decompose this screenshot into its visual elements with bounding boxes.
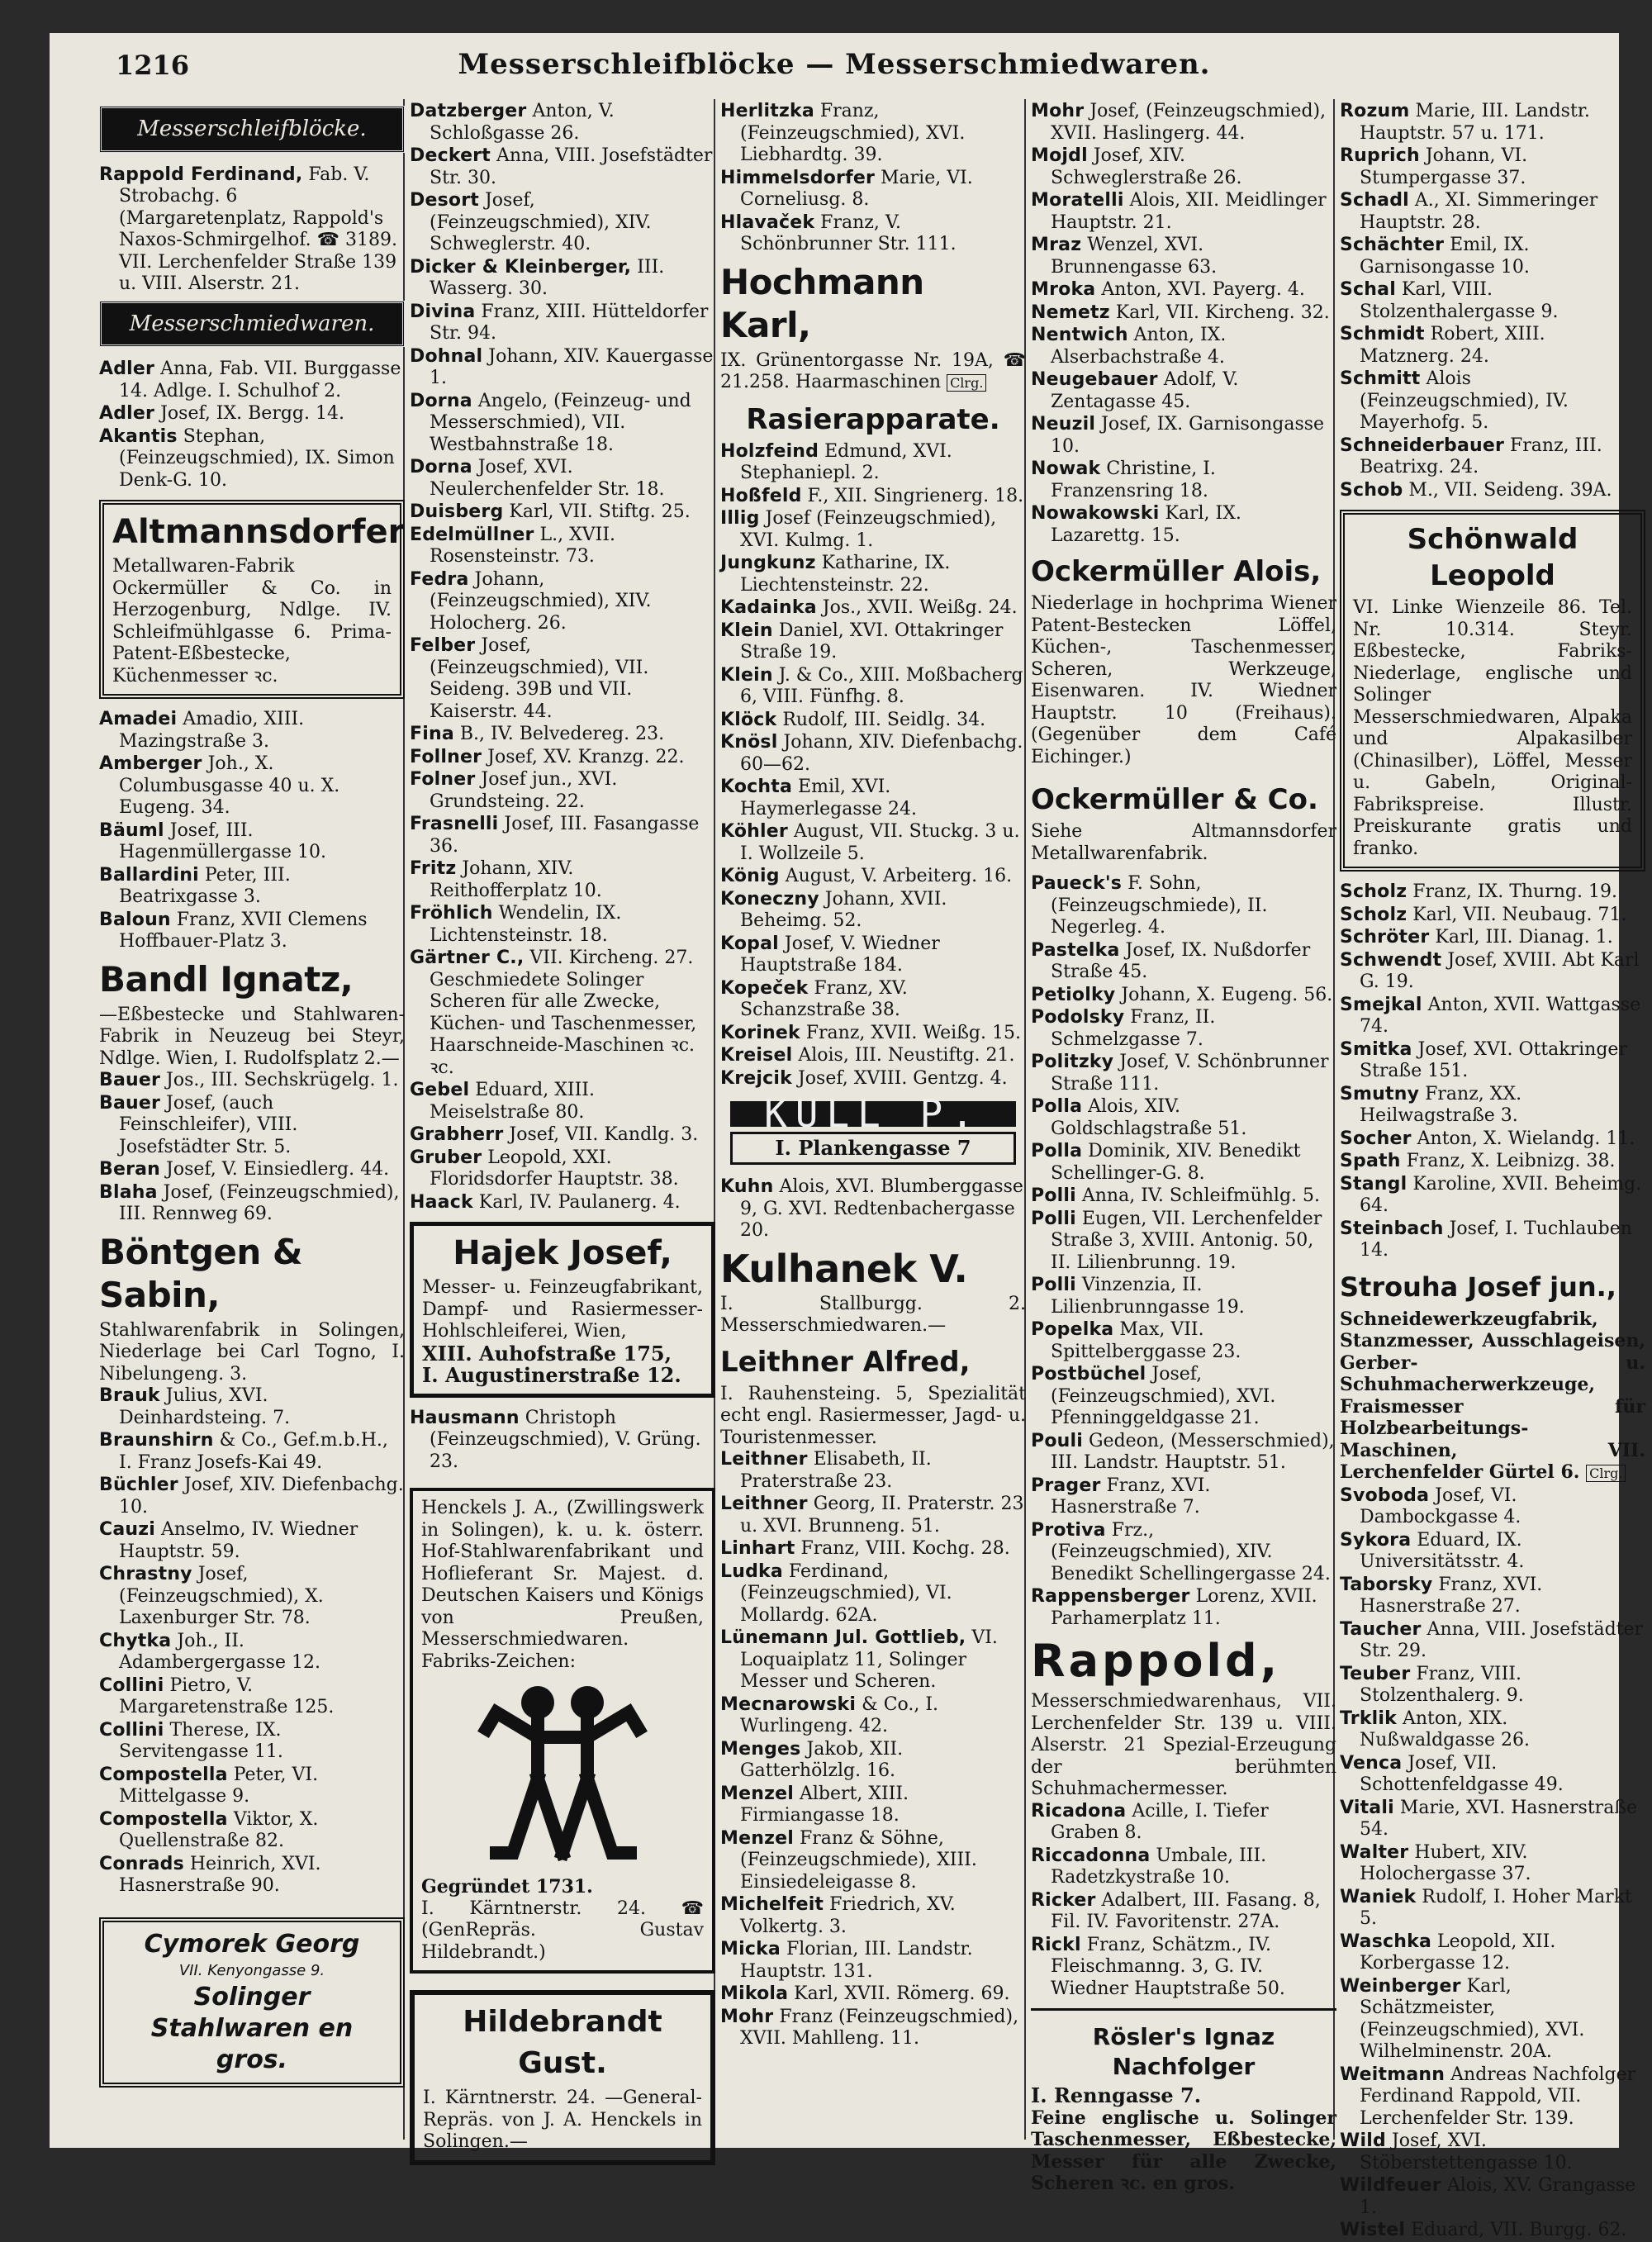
- list-item: Chrastny Josef, (Feinzeugschmied), X. Laxenburger Str. 78.: [99, 1564, 324, 1628]
- list-item: Conrads Heinrich, XVI. Hasnerstraße 90.: [99, 1853, 321, 1896]
- list-item: Blaha Josef, (Feinzeugschmied), III. Rennweg 69.: [99, 1181, 400, 1224]
- list-item: Fedra Johann, (Feinzeugschmied), XIV. Holocherg. 26.: [410, 568, 652, 634]
- list-item: Smutny Franz, XX. Heilwagstraße 3.: [1340, 1083, 1522, 1126]
- list-item: Brauk Julius, XVI. Deinhardsteing. 7.: [99, 1385, 291, 1428]
- list-item: Nowakowski Karl, IX. Lazarettg. 15.: [1031, 503, 1241, 546]
- ad-text: Henckels J. A., (Zwillingswerk in Solingen), k. u. k. österr. Hof-Stahlwarenfabrikant und Hoflieferant Sr. Majest. d. Deutschen Kaisers und Königs von Preußen, Messerschmiedwaren.: [421, 1498, 704, 1650]
- list-item: Schwendt Josef, XVIII. Abt Karl G. 19.: [1340, 949, 1640, 992]
- list-item: Fröhlich Wendelin, IX. Lichtensteinstr. 18.: [410, 903, 622, 946]
- ad-title: Böntgen & Sabin,: [99, 1231, 303, 1315]
- list-item: Ludka Ferdinand, (Feinzeugschmied), VI. Mollardg. 62A.: [720, 1560, 952, 1626]
- list-item: Rappold Ferdinand, Fab. V. Strobachg. 6 (Margaretenplatz, Rappold's Naxos-Schmirgelhof. ☎ 3189. VII. Lerchenfelder Straße 139 u. VIII. Alserstr. 21.: [99, 164, 397, 294]
- ad-text: Niederlage in hochprima Wiener Patent-Bestecken Löffel, Küchen-, Taschenmesser, Scheren, Werkzeuge, Eisenwaren. IV. Wiedner Hauptstr. 10 (Freihaus). (Gegenüber dem Café Eichinger.): [1031, 593, 1336, 767]
- ad-text: —Eßbestecke und Stahlwaren-Fabrik in Neuzeug bei Steyr, Ndlge. Wien, I. Rudolfsplatz 2.—: [99, 1004, 405, 1069]
- list-item: Petiolky Johann, X. Eugeng. 56.: [1031, 984, 1333, 1005]
- list-item: Paueck's F. Sohn, (Feinzeugschmiede), II. Negerleg. 4.: [1031, 873, 1268, 938]
- column-2: [410, 101, 715, 2152]
- list-item: Linhart Franz, VIII. Kochg. 28.: [720, 1538, 1010, 1559]
- list-item: Haack Karl, IV. Paulanerg. 4.: [410, 1191, 681, 1213]
- ad-hajek: [410, 1222, 715, 1398]
- list-item: König August, V. Arbeiterg. 16.: [720, 866, 1013, 886]
- list-item: Duisberg Karl, VII. Stiftg. 25.: [410, 501, 691, 522]
- list-item: Köhler August, VII. Stuckg. 3 u. I. Wollzeile 5.: [720, 821, 1020, 864]
- ad-address: VII. Kenyongasse 9.: [178, 1961, 325, 1979]
- list-item: Taucher Anna, VIII. Josefstädter Str. 29.: [1340, 1618, 1644, 1661]
- list-item: Holzfeind Edmund, XVI. Stephaniepl. 2.: [720, 440, 952, 483]
- ad-text: VI. Linke Wienzeile 86. Tel. Nr. 10.314. Steyr. Eßbestecke, Fabriks-Niederlage, englische und Solinger Messerschmiedwaren, Alpaka und Alpakasilber (Chinasilber), Löffel, Messer u. Gabeln, Original-Fabrikspreise. Illustr. Preiskurante gratis und franko.: [1353, 597, 1632, 859]
- badge: Clrg.: [947, 374, 986, 392]
- list-item: Bauer Josef, (auch Feinschleifer), VIII. Josefstädter Str. 5.: [99, 1092, 298, 1157]
- section-heading-schleifbloecke: Messerschleifblöcke.: [99, 106, 405, 153]
- list-item: Collini Pietro, V. Margaretenstraße 125.: [99, 1674, 335, 1717]
- list-item: Mikola Karl, XVII. Römerg. 69.: [720, 1983, 1010, 2004]
- list-item: Fritz Johann, XIV. Reithofferplatz 10.: [410, 858, 602, 901]
- ad-altmannsdorfer: [99, 500, 405, 699]
- list-item: Schächter Emil, IX. Garnisongasse 10.: [1340, 235, 1530, 278]
- list-item: Nentwich Anton, IX. Alserbachstraße 4.: [1031, 325, 1227, 368]
- list-item: Schmidt Robert, XIII. Matznerg. 24.: [1340, 324, 1545, 367]
- list-item: Kopeček Franz, XV. Schanzstraße 38.: [720, 977, 908, 1020]
- list-item: Gruber Leopold, XXI. Floridsdorfer Hauptstr. 38.: [410, 1147, 679, 1190]
- badge: Clrg.: [1586, 1465, 1626, 1482]
- list-item: Baloun Franz, XVII Clemens Hoffbauer-Platz 3.: [99, 909, 368, 952]
- list-item: Venca Josef, VII. Schottenfeldgasse 49.: [1340, 1752, 1564, 1795]
- list-item: Teuber Franz, VIII. Stolzenthalerg. 9.: [1340, 1663, 1524, 1706]
- ad-subtitle: Rasierapparate.: [746, 402, 1000, 436]
- ad-title: Ockermüller Alois,: [1031, 555, 1322, 588]
- list-item: Himmelsdorfer Marie, VI. Corneliusg. 8.: [720, 167, 973, 210]
- list-item: Pastelka Josef, IX. Nußdorfer Straße 45.: [1031, 939, 1311, 982]
- ad-text: IX. Grünentorgasse Nr. 19A, ☎ 21.258. Haarmaschinen Clrg.: [720, 349, 1026, 392]
- ad-text: Stahlwarenfabrik in Solingen, Niederlage bei Carl Togno, I. Nibelungeng. 3.: [99, 1319, 405, 1385]
- ad-roesler: [1031, 2008, 1336, 2195]
- ad-kull: [730, 1091, 1016, 1165]
- list-item: Koneczny Johann, XVII. Beheimg. 52.: [720, 888, 947, 931]
- list-item: Polla Alois, XIV. Goldschlagstraße 51.: [1031, 1096, 1247, 1139]
- ad-logo: KULL P.: [730, 1101, 1016, 1127]
- list-item: Follner Josef, XV. Kranzg. 22.: [410, 746, 685, 767]
- ad-text: I. Rauhensteing. 5, Spezialität echt engl. Rasiermesser, Jagd- u. Touristenmesser.: [720, 1383, 1026, 1448]
- list-item: Beran Josef, V. Einsiedlerg. 44.: [99, 1159, 390, 1180]
- ad-address: I. Plankengasse 7: [730, 1132, 1016, 1166]
- list-item: Bäuml Josef, III. Hagenmüllergasse 10.: [99, 819, 326, 862]
- list-item: Micka Florian, III. Landstr. Hauptstr. 131.: [720, 1939, 973, 1982]
- list-item: Ricadona Acille, I. Tiefer Graben 8.: [1031, 1800, 1269, 1843]
- list-item: Spath Franz, X. Leibnizg. 38.: [1340, 1151, 1616, 1171]
- list-item: Stangl Karoline, XVII. Beheimg. 64.: [1340, 1173, 1642, 1216]
- list-item: Scholz Franz, IX. Thurng. 19.: [1340, 881, 1617, 902]
- list-item: Knösl Johann, XIV. Diefenbachg. 60—62.: [720, 732, 1023, 775]
- ad-title: Hajek Josef,: [453, 1234, 672, 1272]
- list-item: Kadainka Jos., XVII. Weißg. 24.: [720, 597, 1018, 618]
- list-item: Postbüchel Josef, (Feinzeugschmied), XVI. Pfenninggeldgasse 21.: [1031, 1364, 1276, 1428]
- list-item: Protiva Frz., (Feinzeugschmied), XIV. Benedikt Schellingergasse 24.: [1031, 1519, 1331, 1584]
- ad-text: I. Stallburgg. 2. Messerschmiedwaren.—: [720, 1293, 1026, 1336]
- list-item: Moratelli Alois, XII. Meidlinger Hauptstr. 21.: [1031, 190, 1327, 233]
- ad-text: Siehe Altmannsdorfer Metallwarenfabrik.: [1031, 821, 1336, 864]
- ad-title: Altmannsdorfer: [112, 513, 405, 551]
- ad-title: Ockermüller & Co.: [1031, 783, 1318, 816]
- list-item: Svoboda Josef, VI. Dambockgasse 4.: [1340, 1484, 1521, 1527]
- ad-title: Bandl Ignatz,: [99, 958, 354, 1000]
- ad-text: Feine englische u. Solinger Taschenmesser, Eßbestecke, Messer für alle Zwecke, Scheren ꝛc. en gros.: [1031, 2107, 1336, 2194]
- list-item: Datzberger Anton, V. Schloßgasse 26.: [410, 101, 615, 144]
- column-1: [99, 101, 405, 2141]
- directory-page: [50, 33, 1645, 2240]
- ad-title: Rappold,: [1031, 1635, 1281, 1687]
- list-item: Mraz Wenzel, XVI. Brunnengasse 63.: [1031, 235, 1218, 278]
- ad-text: Messerschmiedwarenhaus, VII. Lerchenfelder Str. 139 u. VIII. Alserstr. 21 Spezial-Erzeugung der berühmten Schuhmachermesser.: [1031, 1691, 1336, 1799]
- column-5: [1340, 101, 1645, 2240]
- list-item: Fina B., IV. Belvedereg. 23.: [410, 724, 665, 744]
- list-item: Weitmann Andreas Nachfolger Ferdinand Rappold, VII. Lerchenfelder Str. 139.: [1340, 2064, 1636, 2129]
- list-item: Kochta Emil, XVI. Haymerlegasse 24.: [720, 777, 917, 819]
- list-item: Socher Anton, X. Wielandg. 11.: [1340, 1128, 1635, 1149]
- list-item: Klöck Rudolf, III. Seidlg. 34.: [720, 709, 986, 730]
- ad-text: Solinger Stahlwaren en gros.: [150, 1983, 354, 2074]
- list-item: Compostella Peter, VI. Mittelgasse 9.: [99, 1764, 319, 1807]
- ad-title: Hochmann Karl,: [720, 261, 924, 345]
- list-item: Scholz Karl, VII. Neubaug. 71.: [1340, 904, 1627, 925]
- ad-address: I. Kärntnerstr. 24. ☎ (GenRepräs. Gustav Hildebrandt.): [421, 1898, 704, 1963]
- list-item: Schröter Karl, III. Dianag. 1.: [1340, 927, 1613, 948]
- ad-text: Metallwaren-Fabrik Ockermüller & Co. in Herzogenburg, Ndlge. IV. Schleifmühlgasse 6. Prima-Patent-Eßbestecke, Küchenmesser ꝛc.: [112, 556, 392, 686]
- list-item: Dohnal Johann, XIV. Kauergasse 1.: [410, 345, 714, 388]
- list-item: Krejcik Josef, XVIII. Gentzg. 4.: [720, 1067, 1008, 1089]
- list-item: Grabherr Josef, VII. Kandlg. 3.: [410, 1124, 699, 1145]
- list-item: Neuzil Josef, IX. Garnisongasse 10.: [1031, 414, 1325, 457]
- list-item: Michelfeit Friedrich, XV. Volkertg. 3.: [720, 1894, 956, 1937]
- list-item: Weinberger Karl, Schätzmeister, (Feinzeugschmied), XVI. Wilhelminenstr. 20A.: [1340, 1975, 1585, 2062]
- ad-founded: Gegründet 1731.: [421, 1876, 593, 1898]
- list-item: Hoßfeld F., XII. Singrienerg. 18.: [720, 485, 1024, 506]
- ad-text: I. Kärntnerstr. 24. —General-Repräs. von J. A. Henckels in Solingen.—: [423, 2088, 702, 2152]
- ad-text: Messer- u. Feinzeugfabrikant, Dampf- und Rasiermesser-Hohlschleiferei, Wien,: [422, 1277, 703, 1342]
- list-item: Leithner Georg, II. Praterstr. 23 u. XVI. Brunneng. 51.: [720, 1494, 1024, 1537]
- list-item: Taborsky Franz, XVI. Hasnerstraße 27.: [1340, 1574, 1543, 1617]
- twin-figures-logo-icon: [480, 1679, 645, 1869]
- list-item: Cauzi Anselmo, IV. Wiedner Hauptstr. 59.: [99, 1519, 358, 1562]
- list-item: Schmitt Alois (Feinzeugschmied), IV. Mayerhofg. 5.: [1340, 368, 1569, 433]
- list-item: Schob M., VII. Seideng. 39A.: [1340, 479, 1612, 501]
- list-item: Mroka Anton, XVI. Payerg. 4.: [1031, 279, 1305, 300]
- list-item: Divina Franz, XIII. Hütteldorfer Str. 94.: [410, 301, 709, 344]
- list-item: Vitali Marie, XVI. Hasnerstraße 54.: [1340, 1797, 1638, 1840]
- list-item: Jungkunz Katharine, IX. Liechtensteinstr. 22.: [720, 553, 951, 596]
- list-item: Smitka Josef, XVI. Ottakringer Straße 151.: [1340, 1038, 1627, 1081]
- list-item: Dorna Josef, XVI. Neulerchenfelder Str. 18.: [410, 457, 665, 500]
- ad-address: I. Renngasse 7.: [1031, 2083, 1202, 2107]
- page-number: 1216: [116, 50, 190, 81]
- ad-cymorek: [99, 1917, 405, 2088]
- ad-text: Schneidewerkzeugfabrik, Stanzmesser, Ausschlageisen, Gerber- u. Schuhmacherwerkzeuge, Fraismesser für Holzbearbeitungs-Maschinen, VII. Lerchenfelder Gürtel 6. Clrg.: [1340, 1308, 1645, 1483]
- list-item: Lünemann Jul. Gottlieb, VI. Loquaiplatz 11, Solinger Messer und Scheren.: [720, 1627, 998, 1692]
- list-item: Leithner Elisabeth, II. Praterstraße 23.: [720, 1449, 932, 1492]
- list-item: Hausmann Christoph (Feinzeugschmied), V. Grüng. 23.: [410, 1407, 701, 1472]
- list-item: Korinek Franz, XVII. Weißg. 15.: [720, 1022, 1021, 1043]
- list-item: Popelka Max, VII. Spittelberggasse 23.: [1031, 1319, 1241, 1362]
- list-item: Schadl A., XI. Simmeringer Hauptstr. 28.: [1340, 190, 1598, 233]
- list-item: Waniek Rudolf, I. Hoher Markt 5.: [1340, 1886, 1632, 1929]
- list-item: Schneiderbauer Franz, III. Beatrixg. 24.: [1340, 435, 1602, 477]
- ad-address: I. Augustinerstraße 12.: [422, 1363, 681, 1387]
- ad-title: Cymorek Georg: [144, 1929, 360, 1959]
- list-item: Gärtner C., VII. Kircheng. 27. Geschmiedete Solinger Scheren für alle Zwecke, Küchen- und Taschenmesser, Haarschneide-Maschinen ꝛc. ꝛc.: [410, 948, 697, 1078]
- list-item: Klein Daniel, XVI. Ottakringer Straße 19.: [720, 620, 1004, 663]
- list-item: Illig Josef (Feinzeugschmied), XVI. Kulmg. 1.: [720, 508, 997, 551]
- list-item: Mojdl Josef, XIV. Schweglerstraße 26.: [1031, 145, 1242, 188]
- list-item: Folner Josef jun., XVI. Grundsteing. 22.: [410, 769, 618, 812]
- list-item: Hlavaček Franz, V. Schönbrunner Str. 111.: [720, 211, 957, 254]
- ad-title: Leithner Alfred,: [720, 1345, 971, 1379]
- list-item: Wildfeuer Alois, XV. Grangasse 1.: [1340, 2175, 1636, 2218]
- list-item: Chytka Joh., II. Adambergergasse 12.: [99, 1630, 320, 1673]
- page-title: Messerschleifblöcke — Messerschmiedwaren.: [458, 48, 1211, 81]
- list-item: Dicker & Kleinberger, III. Wasserg. 30.: [410, 256, 665, 299]
- list-item: Mohr Josef, (Feinzeugschmied), XVII. Haslingerg. 44.: [1031, 101, 1327, 144]
- column-4: [1031, 101, 1336, 2194]
- list-item: Rozum Marie, III. Landstr. Hauptstr. 57 u. 171.: [1340, 101, 1590, 144]
- ad-title: Schönwald Leopold: [1407, 523, 1578, 592]
- list-item: Rappensberger Lorenz, XVII. Parhamerplatz 11.: [1031, 1586, 1317, 1629]
- list-item: Akantis Stephan, (Feinzeugschmied), IX. Simon Denk-G. 10.: [99, 425, 395, 491]
- list-item: Schal Karl, VIII. Stolzenthalergasse 9.: [1340, 279, 1559, 322]
- list-item: Smejkal Anton, XVII. Wattgasse 74.: [1340, 994, 1641, 1037]
- list-item: Podolsky Franz, II. Schmelzgasse 7.: [1031, 1007, 1216, 1050]
- list-item: Nowak Christine, I. Franzensring 18.: [1031, 458, 1216, 501]
- list-item: Menzel Franz & Söhne, (Feinzeugschmiede), XIII. Einsiedeleigasse 8.: [720, 1827, 977, 1893]
- list-item: Ballardini Peter, III. Beatrixgasse 3.: [99, 864, 291, 907]
- column-3: [720, 101, 1026, 2141]
- ad-title: Kulhanek V.: [720, 1246, 968, 1291]
- list-item: Dorna Angelo, (Feinzeug- und Messerschmied), VII. Westbahnstraße 18.: [410, 390, 691, 455]
- list-item: Polli Anna, IV. Schleifmühlg. 5.: [1031, 1185, 1321, 1206]
- list-item: Gebel Eduard, XIII. Meiselstraße 80.: [410, 1080, 595, 1123]
- list-item: Collini Therese, IX. Servitengasse 11.: [99, 1719, 283, 1762]
- list-item: Waschka Leopold, XII. Korbergasse 12.: [1340, 1931, 1556, 1974]
- list-item: Kuhn Alois, XVI. Blumberggasse 9, G. XVI. Redtenbachergasse 20.: [720, 1176, 1023, 1241]
- list-item: Kreisel Alois, III. Neustiftg. 21.: [720, 1045, 1015, 1066]
- ad-title: Strouha Josef jun.,: [1340, 1271, 1616, 1303]
- list-item: Mohr Franz (Feinzeugschmied), XVII. Mahlleng. 11.: [720, 2006, 1019, 2049]
- list-item: Menzel Albert, XIII. Firmiangasse 18.: [720, 1783, 909, 1826]
- ad-address: XIII. Auhofstraße 175,: [422, 1341, 672, 1366]
- list-item: Braunshirn & Co., Gef.m.b.H., I. Franz Josefs-Kai 49.: [99, 1430, 388, 1473]
- list-item: Amadei Amadio, XIII. Mazingstraße 3.: [99, 709, 305, 752]
- list-item: Deckert Anna, VIII. Josefstädter Str. 30.: [410, 145, 713, 188]
- ad-title: Hildebrandt Gust.: [463, 2005, 662, 2080]
- list-item: Adler Josef, IX. Bergg. 14.: [99, 403, 344, 424]
- list-item: Prager Franz, XVI. Hasnerstraße 7.: [1031, 1475, 1211, 1518]
- list-item: Herlitzka Franz, (Feinzeugschmied), XVI. Liebhardtg. 39.: [720, 101, 966, 165]
- list-item: Klein J. & Co., XIII. Moßbacherg 6, VIII. Fünfhg. 8.: [720, 664, 1023, 707]
- ad-hildebrandt: [410, 1990, 715, 2165]
- list-item: Pouli Gedeon, (Messerschmied), III. Landstr. Hauptstr. 51.: [1031, 1430, 1335, 1473]
- list-item: Politzky Josef, V. Schönbrunner Straße 111.: [1031, 1052, 1329, 1095]
- section-heading-messerschmiedwaren: Messerschmiedwaren.: [99, 301, 405, 348]
- list-item: Polla Dominik, XIV. Benedikt Schellinger-G. 8.: [1031, 1141, 1301, 1184]
- list-item: Mecnarowski & Co., I. Wurlingeng. 42.: [720, 1693, 939, 1736]
- list-item: Menges Jakob, XII. Gatterhölzlg. 16.: [720, 1738, 904, 1781]
- ad-henckels: [410, 1488, 715, 1974]
- list-item: Wistel Eduard, VII. Burgg. 62.: [1340, 2220, 1627, 2240]
- list-item: Adler Anna, Fab. VII. Burggasse 14. Adlge. I. Schulhof 2.: [99, 359, 401, 401]
- list-item: Neugebauer Adolf, V. Zentagasse 45.: [1031, 369, 1239, 412]
- ad-title: Rösler's Ignaz Nachfolger: [1092, 2023, 1275, 2080]
- page-header: [50, 33, 1619, 83]
- list-item: Bauer Jos., III. Sechskrügelg. 1.: [99, 1070, 399, 1090]
- list-item: Rickl Franz, Schätzm., IV. Fleischmanng. 3, G. IV. Wiedner Hauptstraße 50.: [1031, 1934, 1285, 1999]
- list-item: Wild Josef, XVI. Stöberstettengasse 10.: [1340, 2130, 1573, 2173]
- ad-schoenwald: [1340, 510, 1645, 872]
- list-item: Trklik Anton, XIX. Nußwaldgasse 26.: [1340, 1708, 1530, 1750]
- list-item: Desort Josef, (Feinzeugschmied), XIV. Schweglerstr. 40.: [410, 190, 652, 254]
- list-item: Nemetz Karl, VII. Kircheng. 32.: [1031, 302, 1330, 323]
- list-item: Ricker Adalbert, III. Fasang. 8, Fil. IV. Favoritenstr. 27A.: [1031, 1889, 1321, 1932]
- list-item: Steinbach Josef, I. Tuchlauben 14.: [1340, 1218, 1632, 1261]
- list-item: Felber Josef, (Feinzeugschmied), VII. Seideng. 39B und VII. Kaiserstr. 44.: [410, 635, 649, 722]
- list-item: Riccadonna Umbale, III. Radetzkystraße 10.: [1031, 1845, 1267, 1888]
- list-item: Compostella Viktor, X. Quellenstraße 82.: [99, 1808, 319, 1851]
- list-item: Edelmüllner L., XVII. Rosensteinstr. 73.: [410, 524, 616, 567]
- list-item: Walter Hubert, XIV. Holochergasse 37.: [1340, 1841, 1531, 1884]
- list-item: Amberger Joh., X. Columbusgasse 40 u. X. Eugeng. 34.: [99, 753, 340, 818]
- list-item: Polli Vinzenzia, II. Lilienbrunngasse 19.: [1031, 1275, 1245, 1318]
- list-item: Polli Eugen, VII. Lerchenfelder Straße 3, XVIII. Antonig. 50, II. Lilienbrunng. 19.: [1031, 1208, 1322, 1273]
- trademark-caption: Fabriks-Zeichen:: [421, 1651, 577, 1672]
- list-item: Büchler Josef, XIV. Diefenbachg. 10.: [99, 1475, 404, 1518]
- list-item: Ruprich Johann, VI. Stumpergasse 37.: [1340, 145, 1528, 188]
- list-item: Sykora Eduard, IX. Universitätsstr. 4.: [1340, 1529, 1525, 1572]
- list-item: Frasnelli Josef, III. Fasangasse 36.: [410, 814, 700, 857]
- list-item: Kopal Josef, V. Wiedner Hauptstraße 184.: [720, 933, 940, 976]
